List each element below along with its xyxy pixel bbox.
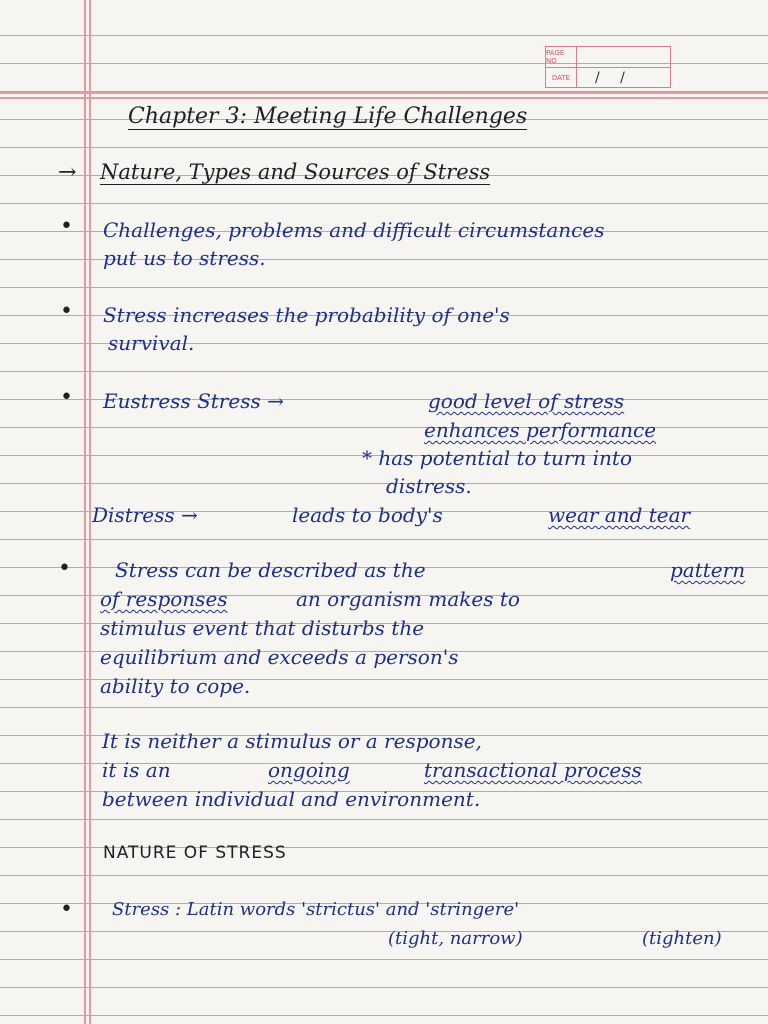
note-ongoing: ongoing — [268, 758, 350, 782]
bullet-4-line-5: ability to cope. — [100, 674, 251, 698]
page-date-box — [545, 46, 671, 88]
distress-term: Distress → — [92, 503, 198, 527]
bullet-1-line-1: Challenges, problems and difficult circumstances — [103, 218, 605, 242]
eustress-def-4: distress. — [386, 474, 472, 498]
distress-wear-tear: wear and tear — [548, 503, 691, 527]
bullet-1-line-2: put us to stress. — [103, 246, 266, 270]
bullet-5-line-1: Stress : Latin words 'strictus' and 'stringere' — [112, 899, 520, 920]
date-value: / / — [595, 70, 633, 86]
bullet-4-line-4: equilibrium and exceeds a person's — [100, 645, 459, 669]
eustress-def-1: good level of stress — [428, 389, 625, 413]
page-no-value — [577, 47, 670, 67]
bullet-3: • — [60, 385, 73, 410]
margin-line — [84, 0, 86, 1024]
bullet-5-tight: (tight, narrow) — [388, 928, 523, 949]
distress-def: leads to body's — [292, 503, 443, 527]
bullet-5: • — [60, 897, 73, 922]
bullet-5-tighten: (tighten) — [642, 928, 722, 949]
chapter-title: Chapter 3: Meeting Life Challenges — [128, 104, 528, 129]
bullet-4-responses: of responses — [100, 587, 228, 611]
bullet-2-line-1: Stress increases the probability of one's — [103, 303, 510, 327]
date-label: DATE — [546, 68, 577, 88]
note-line-1: It is neither a stimulus or a response, — [102, 729, 482, 753]
section-arrow: → — [58, 160, 77, 185]
bullet-1: • — [60, 214, 73, 239]
bullet-4-line-2: an organism makes to — [296, 587, 520, 611]
date-row — [546, 68, 670, 88]
note-line-3: between individual and environment. — [102, 787, 481, 811]
eustress-term: Eustress Stress → — [103, 389, 284, 413]
bullet-4-line-3: stimulus event that disturbs the — [100, 616, 425, 640]
note-line-2a: it is an — [102, 758, 171, 782]
top-rule — [0, 92, 768, 94]
section-heading: Nature, Types and Sources of Stress — [100, 160, 491, 184]
bullet-4-line-1: Stress can be described as the — [115, 558, 426, 582]
top-rule-second — [0, 97, 768, 99]
eustress-def-3: * has potential to turn into — [362, 446, 632, 470]
bullet-4-pattern: pattern — [670, 558, 746, 582]
bullet-2: • — [60, 299, 73, 324]
eustress-def-2: enhances performance — [424, 418, 657, 442]
page-no-row — [546, 47, 670, 68]
nature-heading: NATURE OF STRESS — [103, 843, 287, 863]
bullet-2-line-2: survival. — [108, 331, 195, 355]
note-transactional: transactional process — [424, 758, 642, 782]
bullet-4: • — [58, 556, 71, 581]
margin-line-inner — [89, 0, 91, 1024]
page-no-label: PAGE NO — [546, 47, 577, 67]
